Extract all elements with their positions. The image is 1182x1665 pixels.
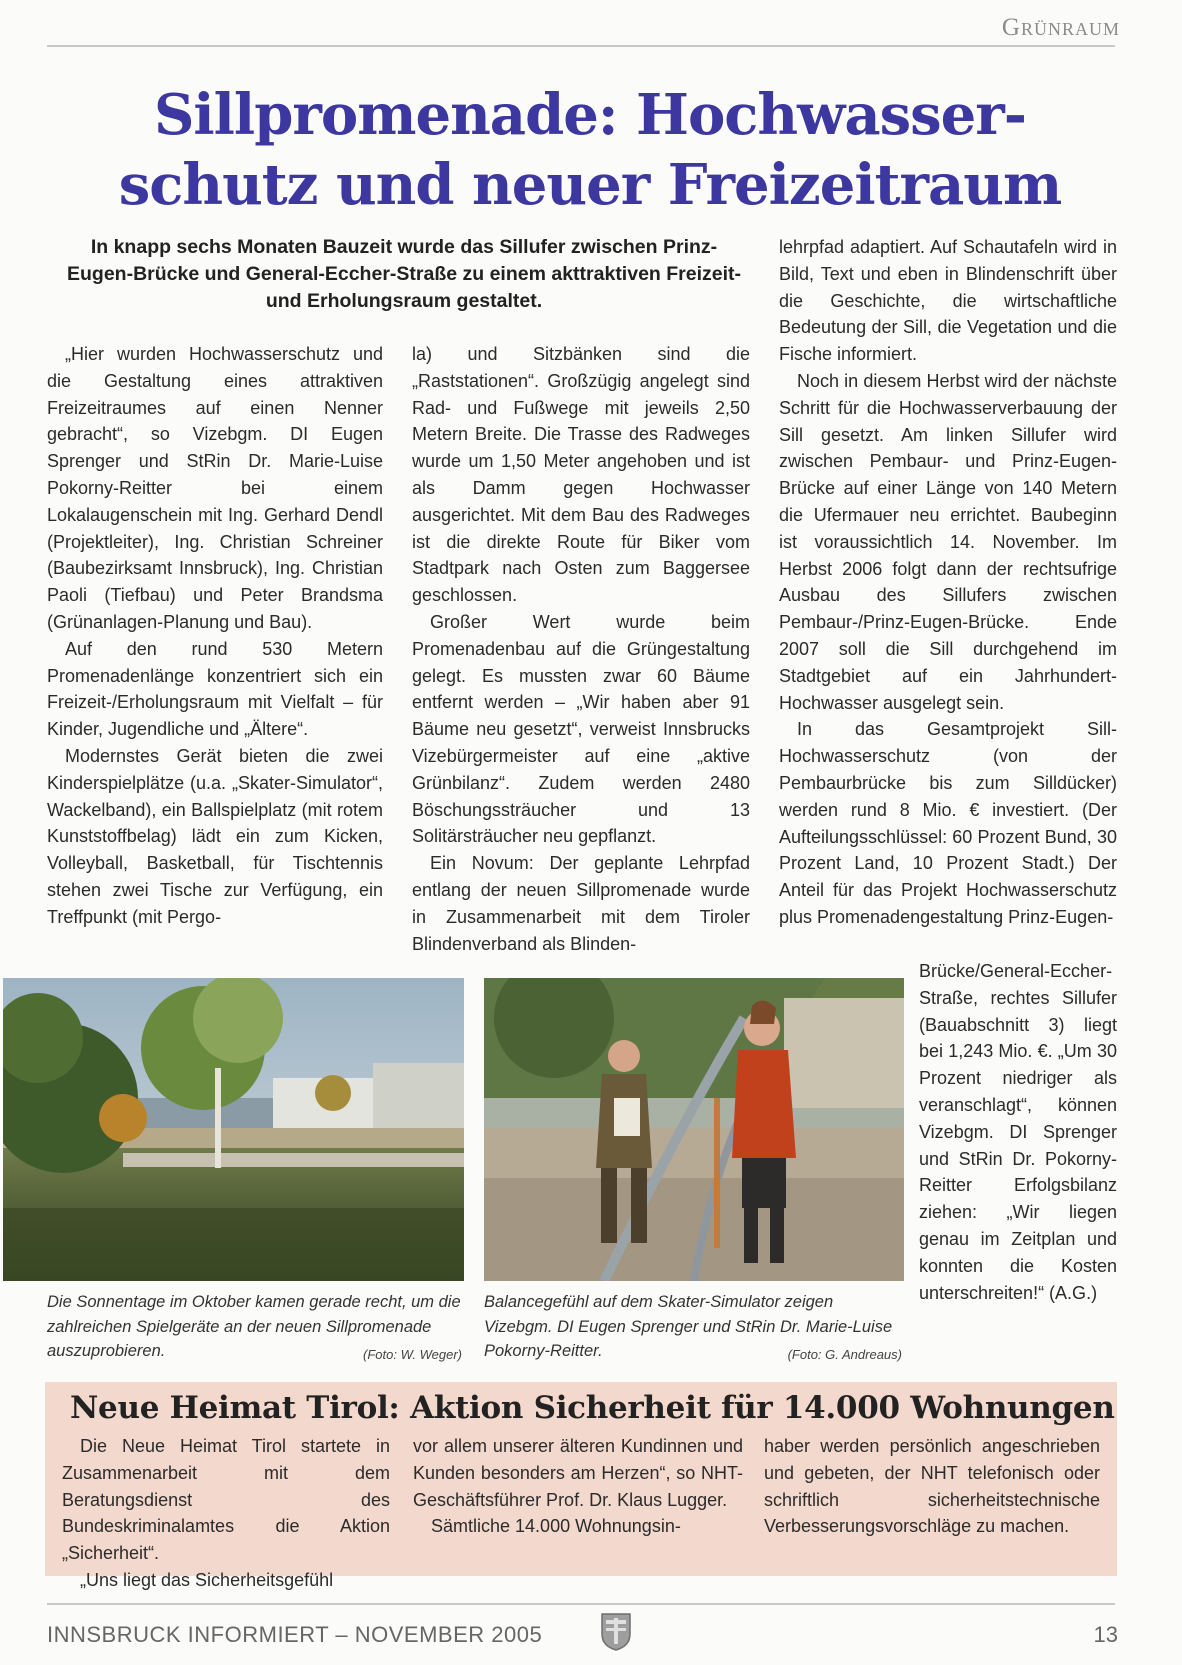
coat-of-arms-icon <box>600 1612 632 1652</box>
footer-publication: INNSBRUCK INFORMIERT – NOVEMBER 2005 <box>47 1622 543 1647</box>
article-column-2 <box>412 341 750 957</box>
paragraph: Auf den rund 530 Metern Promenadenlänge konzentriert sich ein Freizeit-/Erholungsraum mit Vielfalt – für Kinder, Jugendliche und „Ältere“. <box>47 638 383 740</box>
article-column-1 <box>47 341 383 931</box>
article-lead: In knapp sechs Monaten Bauzeit wurde das Sillufer zwischen Prinz-Eugen-Brücke und General-Eccher-Straße zu einem akttraktiven Freizeit- und Erholungsraum gestaltet. <box>66 236 742 312</box>
paragraph: „Uns liegt das Sicherheitsgefühl <box>80 1569 334 1590</box>
promenade-photo-image <box>3 978 464 1281</box>
headline-line-2: schutz und neuer Freizeitraum <box>118 152 1062 218</box>
coat-of-arms-icon-shape <box>600 1612 632 1652</box>
paragraph: Großer Wert wurde beim Promenadenbau auf die Grüngestaltung gelegt. Es mussten zwar 60 Bäume entfernt werden – „Wir haben aber 91 Bäume neu gesetzt“, verweist Innsbrucks Vizebürgermeister auf eine „aktive Grünbilanz“. Zudem werden 2480 Böschungssträucher und 13 Solitärsträucher neu gepflanzt. <box>412 611 750 847</box>
bottom-rule <box>47 1603 1115 1605</box>
paragraph: Sämtliche 14.000 Wohnungsin- <box>431 1516 681 1537</box>
photo-credit: (Foto: W. Weger) <box>363 1347 462 1362</box>
article-headline <box>60 80 1120 220</box>
photo-credit: (Foto: G. Andreaus) <box>787 1347 902 1362</box>
info-box-column-1 <box>62 1433 390 1594</box>
info-box-column-2 <box>413 1433 743 1540</box>
paragraph: lehrpfad adaptiert. Auf Schautafeln wird in Bild, Text und eben in Blindenschrift über die Geschichte, die wirtschaftliche Bedeutung der Sill, die Vegetation und die Fische informiert. <box>779 237 1117 365</box>
section-label: Grünraum <box>1001 14 1120 41</box>
caption-text: Die Sonnentage im Oktober kamen gerade recht, um die zahlreichen Spielgeräte an der neuen Sillpromenade auszuprobieren. <box>47 1293 461 1360</box>
paragraph: Noch in diesem Herbst wird der nächste Schritt für die Hochwasserverbauung der Sill gesetzt. Am linken Sillufer wird zwischen Pembaur- und Prinz-Eugen-Brücke auf einer Länge von 140 Metern die Ufermauer neu errichtet. Baubeginn ist voraussichtlich 14. November. Im Herbst 2006 folgt dann der rechtsufrige Ausbau des Sillufers zwischen Pembaur-/Prinz-Eugen-Brücke. Ende 2007 soll die Sill durchgehend im Stadtgebiet auf ein Jahrhundert-Hochwasser ausgelegt sein. <box>779 370 1117 713</box>
paragraph: Ein Novum: Der geplante Lehrpfad entlang der neuen Sillpromenade wurde in Zusammenarbeit mit dem Tiroler Blindenverband als Blinden- <box>412 853 750 954</box>
info-box-column-3 <box>764 1433 1100 1540</box>
paragraph: haber werden persönlich angeschrieben und gebeten, der NHT telefonisch oder schriftlich sicherheitstechnische Verbesserungsvorschläge zu machen. <box>764 1436 1100 1537</box>
page-number: 13 <box>1093 1622 1118 1647</box>
paragraph: Die Neue Heimat Tirol startete in Zusammenarbeit mit dem Beratungsdienst des Bundeskriminalamtes die Aktion „Sicherheit“. <box>62 1436 390 1564</box>
skater-simulator-photo-image <box>484 978 904 1281</box>
paragraph: vor allem unserer älteren Kundinnen und Kunden besonders am Herzen“, so NHT-Geschäftsführer Prof. Dr. Klaus Lugger. <box>413 1436 743 1510</box>
caption-text: Balancegefühl auf dem Skater-Simulator zeigen Vizebgm. DI Eugen Sprenger und StRin Dr. Marie-Luise Pokorny-Reitter. <box>484 1293 893 1360</box>
paragraph: Modernstes Gerät bieten die zwei Kinderspielplätze (u.a. „Skater-Simulator“, Wackelband), ein Ballspielplatz (mit rotem Kunststoffbelag) lädt ein zum Kicken, Volleyball, Basketball, für Tischtennis stehen zwei Tische zur Verfügung, ein Treffpunkt (mit Pergo- <box>47 745 383 927</box>
photo-caption-2 <box>484 1290 902 1368</box>
info-box-title: Neue Heimat Tirol: Aktion Sicherheit für 14.000 Wohnungen <box>70 1390 1115 1426</box>
photo-caption-1 <box>47 1290 462 1368</box>
headline-line-1: Sillpromenade: Hochwasser- <box>153 82 1027 148</box>
article-column-3 <box>779 234 1117 931</box>
paragraph: Brücke/General-Eccher-Straße, rechtes Sillufer (Bauabschnitt 3) liegt bei 1,243 Mio. €. „Um 30 Prozent niedriger als veranschlagt“, können Vizebgm. DI Sprenger und StRin Dr. Pokorny-Reitter Erfolgsbilanz ziehen: „Wir liegen genau im Zeitplan und konnten die Kosten unterschreiten!“ (A.G.) <box>919 961 1117 1303</box>
paragraph: „Hier wurden Hochwasserschutz und die Gestaltung eines attraktiven Freizeitraumes auf einen Nenner gebracht“, so Vizebgm. DI Eugen Sprenger und StRin Dr. Marie-Luise Pokorny-Reitter bei einem Lokalaugenschein mit Ing. Gerhard Dendl (Projektleiter), Ing. Christian Schreiner (Baubezirksamt Innsbruck), Ing. Christian Paoli (Tiefbau) und Peter Brandsma (Grünanlagen-Planung und Bau). <box>47 344 383 632</box>
top-rule <box>47 45 1115 47</box>
promenade-photo <box>3 978 464 1281</box>
article-column-3-continued <box>919 958 1117 1306</box>
paragraph: In das Gesamtprojekt Sill-Hochwasserschutz (von der Pembaurbrücke bis zum Silldücker) werden rund 8 Mio. € investiert. (Der Aufteilungsschlüssel: 60 Prozent Bund, 30 Prozent Land, 10 Prozent Stadt.) Der Anteil für das Projekt Hochwasserschutz plus Promenadengestaltung Prinz-Eugen- <box>779 719 1117 927</box>
paragraph: la) und Sitzbänken sind die „Raststationen“. Großzügig angelegt sind Rad- und Fußwege mit jeweils 2,50 Metern Breite. Die Trasse des Radweges wurde um 1,50 Meter angehoben und ist als Damm gegen Hochwasser ausgerichtet. Mit dem Bau des Radweges ist die direkte Route für Biker vom Stadtpark nach Osten zum Baggersee geschlossen. <box>412 344 750 606</box>
skater-simulator-photo <box>484 978 904 1281</box>
